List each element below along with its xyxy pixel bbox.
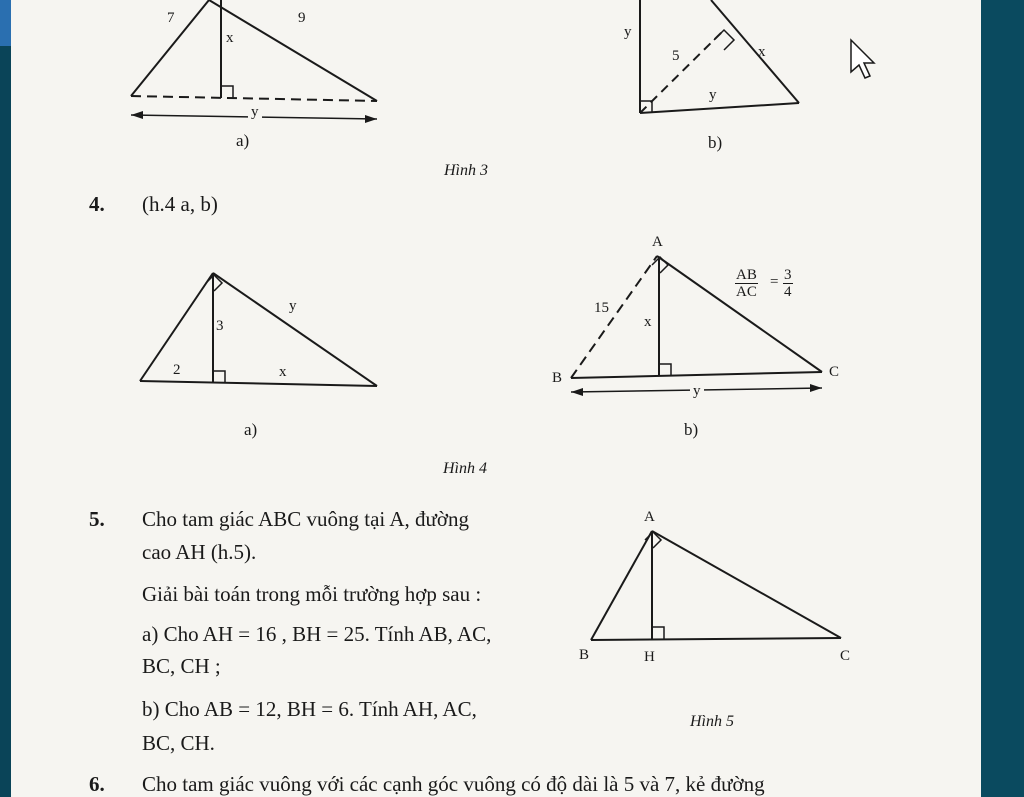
fig4b-AB-length-label: 15 xyxy=(594,300,609,316)
fig3b-sublabel: b) xyxy=(708,133,723,152)
figure-4-caption: Hình 4 xyxy=(443,460,487,477)
mouse-cursor-icon xyxy=(851,40,874,78)
fig3a-height-label: x xyxy=(226,30,234,46)
figure-3-drawing xyxy=(11,0,981,190)
problem-5-number: 5. xyxy=(89,507,105,531)
textbook-page xyxy=(11,0,981,797)
problem-6-text: Cho tam giác vuông với các cạnh góc vuông có độ dài là 5 và 7, kẻ đường xyxy=(142,772,765,796)
left-accent-bar xyxy=(0,0,11,46)
fig4a-right-seg-label: x xyxy=(279,364,287,380)
fig4b-base-label: y xyxy=(690,383,704,400)
problem-5-line-1: Cho tam giác ABC vuông tại A, đường xyxy=(142,507,469,531)
problem-5-line-4: a) Cho AH = 16 , BH = 25. Tính AB, AC, xyxy=(142,622,492,646)
fig4b-ratio-fraction xyxy=(735,267,758,300)
problem-5-line-2: cao AH (h.5). xyxy=(142,540,257,564)
fig3b-inner-y-label: y xyxy=(709,87,717,103)
ratio-numerator: AB xyxy=(736,267,757,283)
problem-5-line-7: BC, CH. xyxy=(142,731,215,755)
problem-6-number: 6. xyxy=(89,772,105,796)
problem-4-text: (h.4 a, b) xyxy=(142,192,218,216)
figure-3-caption: Hình 3 xyxy=(444,162,488,179)
fig3b-five-label: 5 xyxy=(672,48,680,64)
fig4a-sublabel: a) xyxy=(244,420,258,439)
fig4b-vertex-B: B xyxy=(552,370,563,386)
fig4b-ratio-value xyxy=(783,267,793,300)
right-window-edge xyxy=(981,0,1024,797)
problem-5-line-6: b) Cho AB = 12, BH = 6. Tính AH, AC, xyxy=(142,697,477,721)
problem-5-line-3: Giải bài toán trong mỗi trường hợp sau : xyxy=(142,582,482,606)
figure-5-caption: Hình 5 xyxy=(690,713,734,730)
left-window-edge xyxy=(0,0,11,797)
figure-4-drawing xyxy=(11,230,981,450)
fig3a-side-left-label: 7 xyxy=(167,10,175,26)
fig5-vertex-C: C xyxy=(840,648,851,664)
fig3b-x-label: x xyxy=(758,44,766,60)
fig3a-sublabel: a) xyxy=(236,131,250,150)
problem-4-number: 4. xyxy=(89,192,105,216)
fig4a-height-label: 3 xyxy=(216,318,224,334)
ratio-equals: = xyxy=(770,274,779,290)
fig4a-hyp-label: y xyxy=(289,298,297,314)
fig3b-vertical-label: y xyxy=(624,24,632,40)
fig5-foot-H: H xyxy=(644,649,655,665)
figure-5-drawing xyxy=(11,520,981,660)
fig5-vertex-B: B xyxy=(579,647,590,663)
fig3a-side-right-label: 9 xyxy=(298,10,306,26)
fig4a-left-seg-label: 2 xyxy=(173,362,181,378)
fig4b-vertex-A: A xyxy=(652,234,663,250)
fig4b-height-label: x xyxy=(644,314,652,330)
fig3a-base-label: y xyxy=(248,104,262,121)
fig4b-vertex-C: C xyxy=(829,364,840,380)
fig4b-sublabel: b) xyxy=(684,420,699,439)
ratio-value-denominator: 4 xyxy=(784,284,792,300)
ratio-value-numerator: 3 xyxy=(784,267,792,283)
fig5-vertex-A: A xyxy=(644,509,655,525)
problem-5-line-5: BC, CH ; xyxy=(142,654,221,678)
ratio-denominator: AC xyxy=(736,284,757,300)
